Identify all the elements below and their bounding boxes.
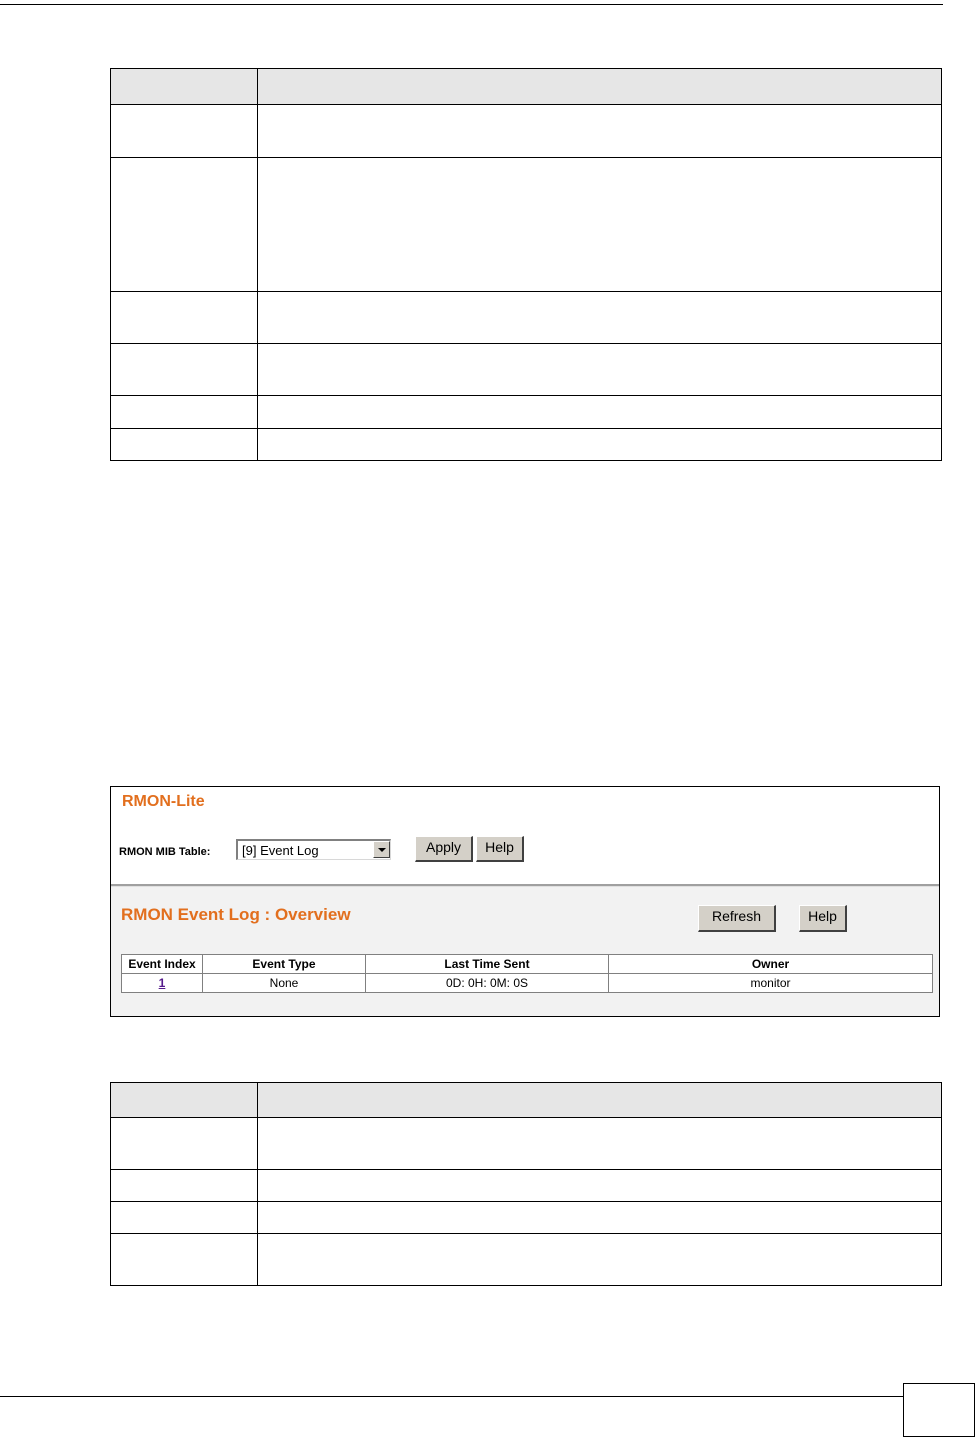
last-time-sent-cell: 0D: 0H: 0M: 0S xyxy=(366,974,609,993)
col-event-index: Event Index xyxy=(122,955,203,974)
page-number-box xyxy=(903,1383,975,1437)
event-index-cell xyxy=(122,974,203,993)
table-row xyxy=(111,429,942,461)
table-row xyxy=(122,974,933,993)
apply-button[interactable]: Apply xyxy=(415,836,473,862)
header-rule xyxy=(0,4,943,5)
col-owner: Owner xyxy=(609,955,933,974)
table-row xyxy=(111,105,942,158)
chevron-down-icon[interactable] xyxy=(373,841,390,858)
mib-table-label: RMON MIB Table: xyxy=(119,846,211,858)
col-event-type: Event Type xyxy=(203,955,366,974)
col-last-time-sent: Last Time Sent xyxy=(366,955,609,974)
table-row xyxy=(111,1118,942,1170)
table-row xyxy=(111,1170,942,1202)
rmon-lite-panel xyxy=(110,786,940,1017)
table-header-row xyxy=(111,69,942,105)
event-log-table xyxy=(121,954,933,993)
event-log-header-row xyxy=(122,955,933,974)
event-log-overview-section xyxy=(111,887,939,1016)
section-title: RMON-Lite xyxy=(122,793,205,810)
footer-rule xyxy=(0,1396,903,1397)
table-row xyxy=(111,344,942,396)
help-button[interactable]: Help xyxy=(476,836,524,862)
event-type-cell: None xyxy=(203,974,366,993)
table-row xyxy=(111,1202,942,1234)
table-row xyxy=(111,396,942,429)
refresh-button[interactable]: Refresh xyxy=(698,905,776,932)
field-description-table-2 xyxy=(110,1082,942,1286)
rmon-lite-header-section xyxy=(111,787,939,884)
mib-table-select-value: [9] Event Log xyxy=(242,843,319,858)
owner-cell: monitor xyxy=(609,974,933,993)
table-header-row xyxy=(111,1083,942,1118)
table-row xyxy=(111,1234,942,1286)
overview-title: RMON Event Log : Overview xyxy=(121,905,351,924)
table-row xyxy=(111,292,942,344)
event-index-link[interactable]: 1 xyxy=(158,976,166,990)
mib-table-select[interactable] xyxy=(236,839,391,860)
table-row xyxy=(111,158,942,292)
field-description-table-1 xyxy=(110,68,942,461)
help-button-2[interactable]: Help xyxy=(799,905,847,932)
